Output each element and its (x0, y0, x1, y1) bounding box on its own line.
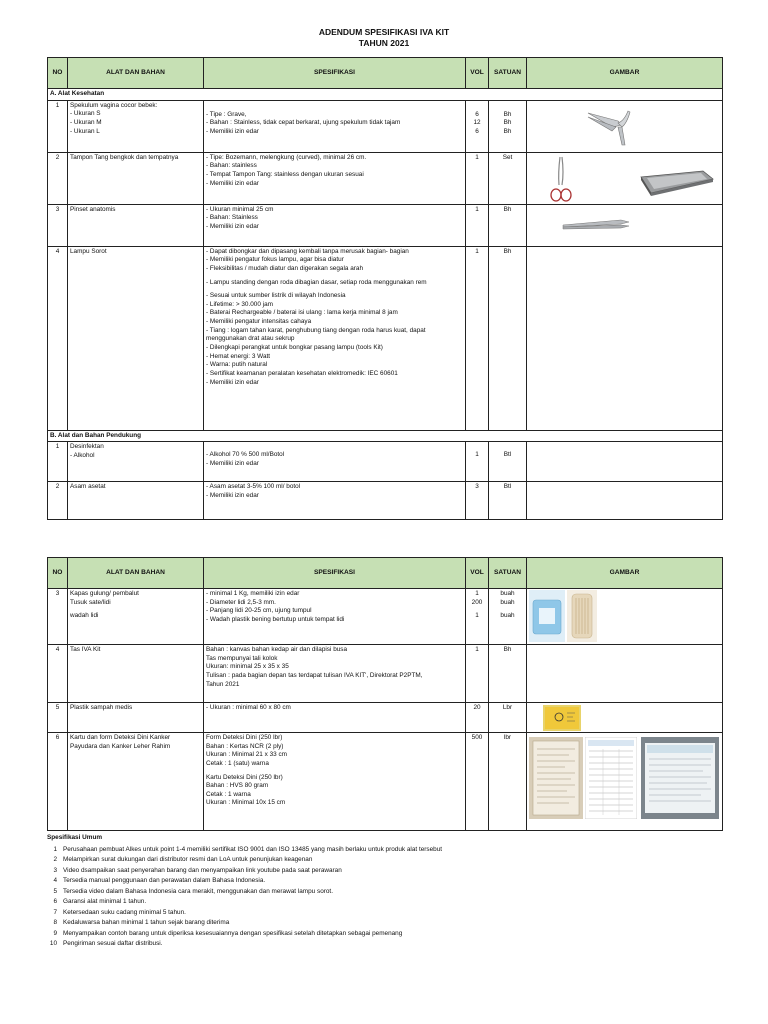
spec-cell: - Tipe : Grave, - Bahan : Stainless, tidak cepat berkarat, ujung spekulum tidak tajam - Memiliki izin edar (204, 100, 466, 152)
header-no: NO (48, 558, 68, 589)
table-row (48, 100, 723, 152)
image-cell (527, 246, 723, 430)
image-cell (527, 482, 723, 520)
item-cell: Plastik sampah medis (68, 703, 204, 733)
spec-cell: - Alkohol 70 % 500 ml/Botol - Memiliki izin edar (204, 442, 466, 482)
spec-cell: - Dapat dibongkar dan dipasang kembali tanpa merusak bagian- bagian - Memiliki pengatur fokus lampu, agar bisa diatur - Fleksibilitas / mudah diatur dan digerakan segala arah - Lampu standing dengan roda dibagian dasar, setiap roda menggunakan rem - Sesuai untuk sumber listrik di wilayah Indonesia - Lifetime: > 30.000 jam - Baterai Rechargeable / baterai isi ulang : lama kerja minimal 8 jam - Memiliki pengatur intensitas cahaya - Tiang : logam tahan karat, penghubung tiang dengan roda harus kuat, dapat menggunakan drat atau sekrup - Dilengkapi perangkat untuk bongkar pasang lampu (tools Kit) - Hemat energi: 3 Watt - Warna: putih natural - Sertifikat keamanan peralatan kesehatan elektromedik: IEC 60601 - Memiliki izin edar (204, 246, 466, 430)
image-cell (527, 703, 723, 733)
row-number: 2 (48, 482, 68, 520)
item-cell: Kartu dan form Deteksi Dini Kanker Payudara dan Kanker Leher Rahim (68, 733, 204, 831)
spec-table-1 (47, 57, 723, 520)
vol-cell: 20 (466, 703, 489, 733)
spec-cell: Bahan : kanvas bahan kedap air dan dilapisi busa Tas mempunyai tali kolok Ukuran: minimal 25 x 35 x 35 Tulisan : pada bagian depan tas terdapat tulisan IVA KIT', Direktorat P2PTM, Tahun 2021 (204, 645, 466, 703)
item-cell: Pinset anatomis (68, 204, 204, 246)
table-row (48, 589, 723, 645)
header-vol: VOL (466, 558, 489, 589)
image-cell (527, 733, 723, 831)
unit-cell: Bh (489, 246, 527, 430)
list-item: 1 Perusahaan pembuat Alkes untuk point 1-4 memiliki sertifikat ISO 9001 dan ISO 13485 yang masih berlaku untuk produk alat tersebut (53, 845, 443, 853)
vol-cell: 1 (466, 204, 489, 246)
table-row (48, 152, 723, 204)
row-number: 1 (48, 442, 68, 482)
document-year: TAHUN 2021 (358, 38, 410, 48)
unit-cell: lbr (489, 733, 527, 831)
image-cell (527, 204, 723, 246)
tweezers-image (561, 217, 631, 231)
table-row (48, 733, 723, 831)
unit-cell: Bh (489, 645, 527, 703)
form-document-image (585, 737, 637, 819)
section-a-heading: A. Alat Kesehatan (48, 89, 723, 101)
unit-cell: Bh Bh Bh (489, 100, 527, 152)
table-row (48, 442, 723, 482)
unit-cell: Btl (489, 442, 527, 482)
form-photo-image (529, 737, 583, 819)
item-cell: Tas IVA Kit (68, 645, 204, 703)
item-cell: Kapas gulung/ pembalut Tusuk sate/lidi wadah lidi (68, 589, 204, 645)
unit-cell: Bh (489, 204, 527, 246)
header-item: ALAT DAN BAHAN (68, 58, 204, 89)
cotton-roll-image (529, 590, 565, 642)
forceps-image (549, 155, 573, 203)
header-vol: VOL (466, 58, 489, 89)
list-item: 5 Tersedia video dalam Bahasa Indonesia cara merakit, menggunakan dan merawat lampu sorot. (53, 887, 333, 895)
spec-cell: - minimal 1 Kg, memiliki izin edar - Diameter lidi 2,5-3 mm. - Panjang lidi 20-25 cm, ujung tumpul - Wadah plastik bening bertutup untuk tempat lidi (204, 589, 466, 645)
spec-cell: - Tipe: Bozemann, melengkung (curved), minimal 26 cm. - Bahan: stainless - Tempat Tampon Tang: stainless dengan ukuran sesuai - Memiliki izin edar (204, 152, 466, 204)
spec-cell: - Ukuran minimal 25 cm - Bahan: Stainless - Memiliki izin edar (204, 204, 466, 246)
list-item: 9 Menyampaikan contoh barang untuk diperiksa kesesuaiannya dengan spesifikasi setelah ditetapkan sebagai pemenang (53, 929, 403, 937)
vol-cell: 1 200 1 (466, 589, 489, 645)
image-cell (527, 442, 723, 482)
image-cell (527, 589, 723, 645)
waste-bag-image (543, 705, 581, 731)
spec-table-2 (47, 557, 723, 831)
header-spec: SPESIFIKASI (204, 58, 466, 89)
header-image: GAMBAR (527, 558, 723, 589)
vol-cell: 1 (466, 645, 489, 703)
item-cell: Desinfektan - Alkohol (68, 442, 204, 482)
list-item: 10 Pengiriman sesuai daftar distribusi. (49, 940, 163, 948)
image-cell (527, 152, 723, 204)
general-specifications (47, 834, 737, 950)
header-no: NO (48, 58, 68, 89)
spec-cell: - Asam asetat 3-5% 100 ml/ botol - Memiliki izin edar (204, 482, 466, 520)
header-unit: SATUAN (489, 58, 527, 89)
header-image: GAMBAR (527, 58, 723, 89)
document-title: ADENDUM SPESIFIKASI IVA KIT (318, 27, 450, 37)
unit-cell: Lbr (489, 703, 527, 733)
item-cell: Lampu Sorot (68, 246, 204, 430)
list-item: 6 Garansi alat minimal 1 tahun. (53, 898, 147, 906)
list-item: 4 Tersedia manual penggunaan dan perawatan dalam Bahasa Indonesia. (53, 877, 266, 885)
spec-cell: - Ukuran : minimal 60 x 80 cm (204, 703, 466, 733)
cotton-swab-image (567, 590, 597, 642)
row-number: 3 (48, 589, 68, 645)
card-image (641, 737, 719, 819)
row-number: 4 (48, 645, 68, 703)
row-number: 6 (48, 733, 68, 831)
unit-cell: buah buah buah (489, 589, 527, 645)
image-cell (527, 100, 723, 152)
table-row (48, 246, 723, 430)
image-cell (527, 645, 723, 703)
vol-cell: 500 (466, 733, 489, 831)
row-number: 4 (48, 246, 68, 430)
item-cell: Tampon Tang bengkok dan tempatnya (68, 152, 204, 204)
list-item: 2 Melampirkan surat dukungan dari distributor resmi dan LoA untuk penunjukan keagenan (53, 856, 313, 864)
table-row (48, 645, 723, 703)
vol-cell: 1 (466, 246, 489, 430)
header-unit: SATUAN (489, 558, 527, 589)
list-item: 7 Ketersedaan suku cadang minimal 5 tahun. (53, 908, 186, 916)
tray-image (637, 167, 715, 197)
vol-cell: 1 (466, 442, 489, 482)
vol-cell: 3 (466, 482, 489, 520)
speculum-image (582, 107, 642, 147)
row-number: 5 (48, 703, 68, 733)
item-cell: Asam asetat (68, 482, 204, 520)
list-item: 8 Kedaluwarsa bahan minimal 1 tahun sejak barang diterima (53, 919, 230, 927)
spec-cell: Form Deteksi Dini (250 lbr) Bahan : Kertas NCR (2 ply) Ukuran : Minimal 21 x 33 cm Cetak : 1 (satu) warna Kartu Deteksi Dini (250 lbr) Bahan : HVS 80 gram Cetak : 1 warna Ukuran : Minimal 10x 15 cm (204, 733, 466, 831)
row-number: 1 (48, 100, 68, 152)
vol-cell: 1 (466, 152, 489, 204)
unit-cell: Btl (489, 482, 527, 520)
item-cell: Spekulum vagina cocor bebek: - Ukuran S - Ukuran M - Ukuran L (68, 100, 204, 152)
table-row (48, 482, 723, 520)
header-item: ALAT DAN BAHAN (68, 558, 204, 589)
row-number: 3 (48, 204, 68, 246)
section-b-heading: B. Alat dan Bahan Pendukung (48, 430, 723, 442)
vol-cell: 6 12 6 (466, 100, 489, 152)
header-spec: SPESIFIKASI (204, 558, 466, 589)
table-row (48, 204, 723, 246)
table-row (48, 703, 723, 733)
unit-cell: Set (489, 152, 527, 204)
list-item: 3 Video dsampaikan saat penyerahan barang dan menyampaikan link youtube pada saat perawaran (53, 866, 342, 874)
notes-heading: Spesifikasi Umum (47, 834, 103, 841)
row-number: 2 (48, 152, 68, 204)
